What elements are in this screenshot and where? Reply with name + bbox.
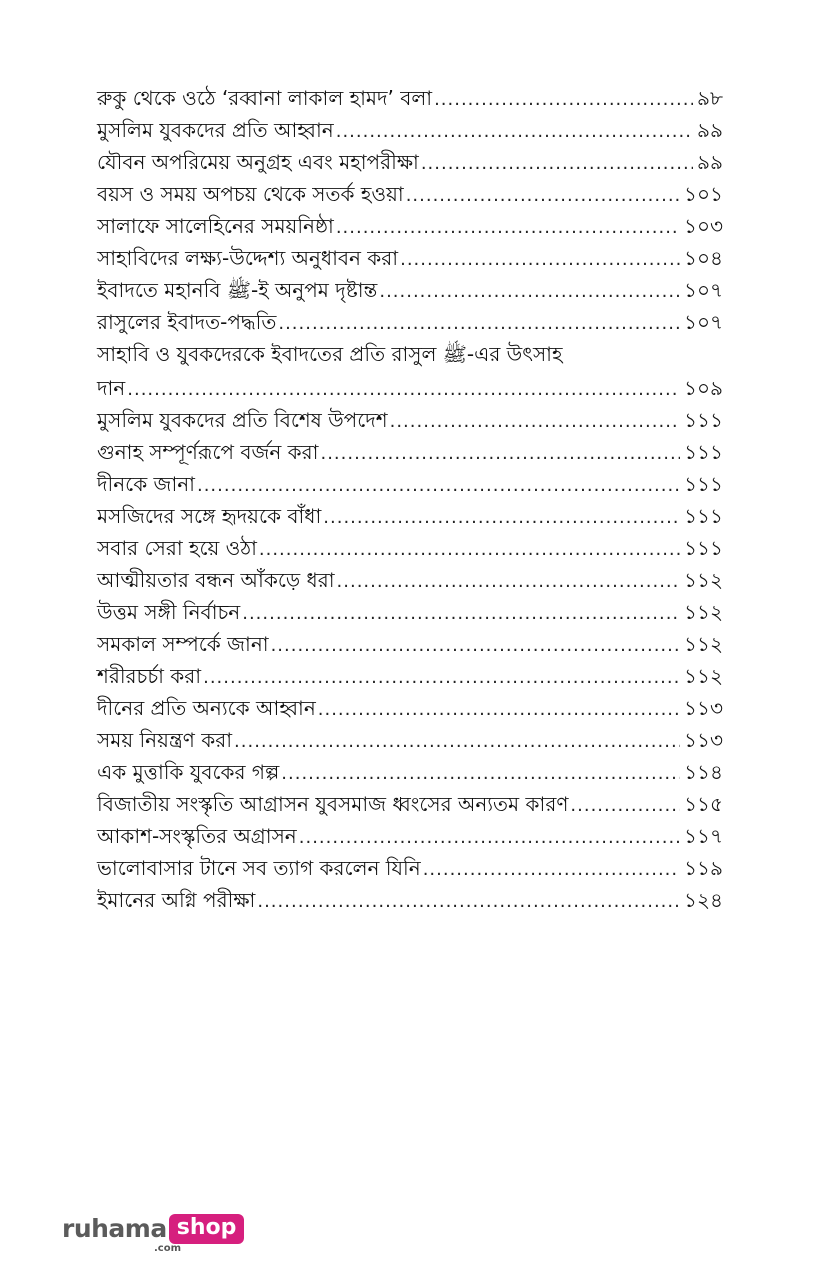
toc-entry <box>97 820 723 852</box>
toc-leader-dots <box>336 212 680 244</box>
toc-entry-title: শরীরচর্চা করা <box>97 664 202 688</box>
toc-entry-page: ১০১ <box>684 182 723 206</box>
toc-entry-title: দীনকে জানা <box>97 472 195 496</box>
toc-entry-page: ১১৪ <box>684 760 723 784</box>
toc-entry-page: ১১৭ <box>684 824 723 848</box>
toc-leader-dots <box>337 566 680 598</box>
toc-leader-dots <box>421 148 693 180</box>
toc-entry <box>97 178 723 210</box>
toc-entry-title: বয়স ও সময় অপচয় থেকে সতর্ক হওয়া <box>97 182 404 206</box>
toc-leader-dots <box>242 598 680 630</box>
toc-entry-title: মুসলিম যুবকদের প্রতি আহ্বান <box>97 118 334 142</box>
toc-entry <box>97 436 723 468</box>
toc-entry-page: ১০৭ <box>684 278 723 302</box>
toc-entry-page: ১১৯ <box>684 856 723 880</box>
toc-entry <box>97 338 723 372</box>
toc-entry <box>97 660 723 692</box>
toc-entry-page: ১০৩ <box>684 214 723 238</box>
toc-entry-page: ১১৩ <box>684 696 723 720</box>
toc-entry <box>97 114 723 146</box>
toc-leader-dots <box>203 662 680 694</box>
toc-entry-page: ১১১ <box>684 536 723 560</box>
toc-entry-page: ১১১ <box>684 472 723 496</box>
toc-entry-page: ১১২ <box>684 568 723 592</box>
toc-entry-page: ১১৫ <box>684 792 723 816</box>
publisher-logo <box>62 1212 244 1256</box>
toc-entry-page: ১১১ <box>684 440 723 464</box>
toc-entry-title: ইমানের অগ্নি পরীক্ষা <box>97 888 256 912</box>
toc-leader-dots <box>127 374 680 406</box>
toc-entry <box>97 884 723 916</box>
toc-leader-dots <box>323 502 680 534</box>
toc-leader-dots <box>320 438 680 470</box>
toc-leader-dots <box>570 790 680 822</box>
toc-entry-title: দীনের প্রতি অন্যকে আহ্বান <box>97 696 316 720</box>
toc-leader-dots <box>390 406 680 438</box>
toc-leader-dots <box>318 694 680 726</box>
toc-entry <box>97 692 723 724</box>
toc-leader-dots <box>336 116 693 148</box>
toc-entry-title: সাহাবি ও যুবকদেরকে ইবাদতের প্রতি রাসুল ﷺ-এর উৎসাহ <box>97 342 563 366</box>
toc-leader-dots <box>234 726 680 758</box>
toc-leader-dots <box>406 180 680 212</box>
toc-leader-dots <box>379 276 680 308</box>
logo-domain: .com <box>154 1243 182 1254</box>
toc-entry <box>97 82 723 114</box>
toc-entry-page: ১০৯ <box>684 376 723 400</box>
toc-entry-title: আকাশ-সংস্কৃতির অগ্রাসন <box>97 824 297 848</box>
toc-entry-page: ১০৭ <box>684 310 723 334</box>
toc-entry-page: ১১২ <box>684 632 723 656</box>
toc-leader-dots <box>434 84 693 116</box>
toc-entry <box>97 242 723 274</box>
toc-entry <box>97 788 723 820</box>
toc-leader-dots <box>299 822 680 854</box>
toc-leader-dots <box>278 308 680 340</box>
toc-entry-page: ৯৯ <box>697 118 723 142</box>
toc-entry <box>97 628 723 660</box>
toc-entry <box>97 274 723 306</box>
toc-entry-title: সময় নিয়ন্ত্রণ করা <box>97 728 233 752</box>
toc-entry-page: ১১১ <box>684 408 723 432</box>
toc-entry-title: মসজিদের সঙ্গে হৃদয়কে বাঁধা <box>97 504 322 528</box>
toc-entry <box>97 500 723 532</box>
toc-leader-dots <box>281 758 680 790</box>
toc-entry <box>97 564 723 596</box>
toc-entry <box>97 210 723 242</box>
toc-entry-title: ভালোবাসার টানে সব ত্যাগ করলেন যিনি <box>97 856 421 880</box>
toc-entry-page: ১১১ <box>684 504 723 528</box>
toc-entry-title: রাসুলের ইবাদত-পদ্ধতি <box>97 310 277 334</box>
toc-entry-title: এক মুত্তাকি যুবকের গল্প <box>97 760 280 784</box>
toc-leader-dots <box>400 244 680 276</box>
toc-entry <box>97 468 723 500</box>
toc-leader-dots <box>423 854 680 886</box>
toc-entry-page: ৯৮ <box>697 86 723 110</box>
toc-entry-page: ১১৩ <box>684 728 723 752</box>
toc-entry-title: সমকাল সম্পর্কে জানা <box>97 632 269 656</box>
toc-entry-page: ১২৪ <box>684 888 723 912</box>
toc-entry-title: দান <box>97 376 126 400</box>
toc-entry-title: আত্মীয়তার বন্ধন আঁকড়ে ধরা <box>97 568 335 592</box>
toc-entry-title: সবার সেরা হয়ে ওঠা <box>97 536 257 560</box>
toc-entry-page: ৯৯ <box>697 150 723 174</box>
toc-entry-title: ইবাদতে মহানবি ﷺ-ই অনুপম দৃষ্টান্ত <box>97 278 378 302</box>
toc-entry-title: সালাফে সালেহিনের সময়নিষ্ঠা <box>97 214 334 238</box>
toc-entry-title: গুনাহ সম্পূর্ণরূপে বর্জন করা <box>97 440 319 464</box>
toc-entry-page: ১১২ <box>684 600 723 624</box>
toc-entry <box>97 306 723 338</box>
table-of-contents <box>97 82 723 916</box>
toc-entry <box>97 532 723 564</box>
toc-entry <box>97 724 723 756</box>
toc-entry-page: ১১২ <box>684 664 723 688</box>
toc-leader-dots <box>197 470 680 502</box>
toc-entry <box>97 756 723 788</box>
toc-entry <box>97 146 723 178</box>
toc-entry-title: রুকু থেকে ওঠে ‘রব্বানা লাকাল হামদ’ বলা <box>97 86 433 110</box>
toc-entry-title: সাহাবিদের লক্ষ্য-উদ্দেশ্য অনুধাবন করা <box>97 246 399 270</box>
toc-leader-dots <box>259 534 680 566</box>
toc-leader-dots <box>271 630 680 662</box>
toc-entry <box>97 852 723 884</box>
logo-wordmark: ruhama <box>62 1214 167 1243</box>
toc-entry-title: বিজাতীয় সংস্কৃতি আগ্রাসন যুবসমাজ ধ্বংসের অন্যতম কারণ <box>97 792 569 816</box>
toc-entry <box>97 372 723 404</box>
toc-leader-dots <box>257 886 680 918</box>
toc-entry <box>97 404 723 436</box>
toc-entry <box>97 596 723 628</box>
logo-shop-badge: shop <box>169 1214 245 1244</box>
toc-entry-title: মুসলিম যুবকদের প্রতি বিশেষ উপদেশ <box>97 408 388 432</box>
toc-entry-title: যৌবন অপরিমেয় অনুগ্রহ এবং মহাপরীক্ষা <box>97 150 419 174</box>
toc-entry-title: উত্তম সঙ্গী নির্বাচন <box>97 600 241 624</box>
toc-entry-page: ১০৪ <box>684 246 723 270</box>
